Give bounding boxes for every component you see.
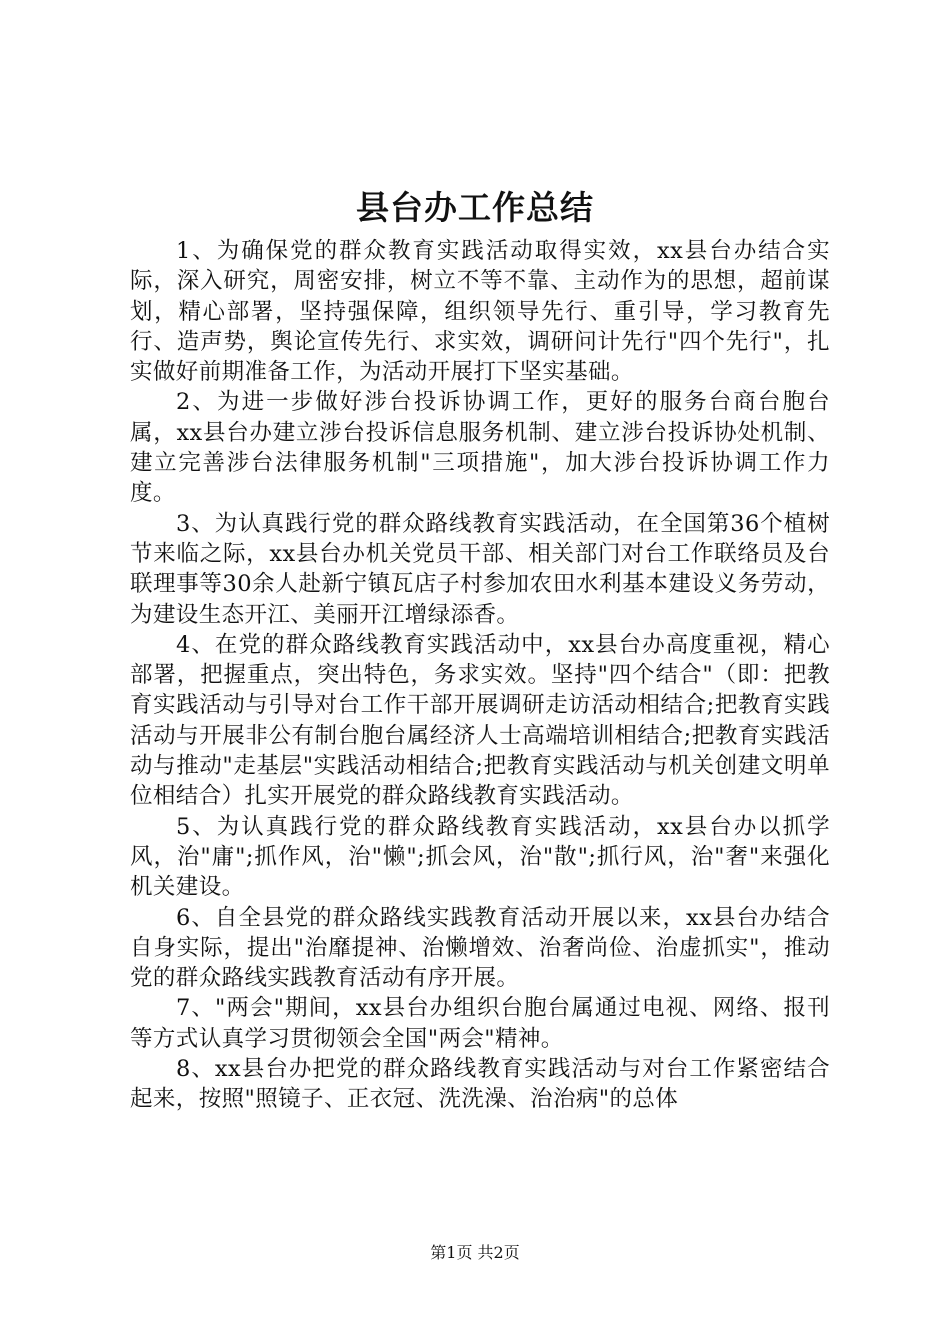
paragraph-3: 3、为认真践行党的群众路线教育实践活动，在全国第36个植树节来临之际，xx县台办机关党员干部、相关部门对台工作联络员及台联理事等30余人赴新宁镇瓦店子村参加农田水利基本建设义务劳动，为建设生态开江、美丽开江增绿添香。 [130, 510, 830, 628]
page-footer: 第1页 共2页 [430, 1243, 520, 1262]
paragraph-1: 1、为确保党的群众教育实践活动取得实效，xx县台办结合实际，深入研究，周密安排，树立不等不靠、主动作为的思想，超前谋划，精心部署，坚持强保障，组织领导先行、重引导，学习教育先行、造声势，舆论宣传先行、求实效，调研问计先行"四个先行"，扎实做好前期准备工作，为活动开展打下坚实基础。 [130, 238, 830, 386]
paragraph-5: 5、为认真践行党的群众路线教育实践活动，xx县台办以抓学风，治"庸";抓作风，治"懒";抓会风，治"散";抓行风，治"奢"来强化机关建设。 [130, 813, 830, 901]
paragraph-4: 4、在党的群众路线教育实践活动中，xx县台办高度重视，精心部署，把握重点，突出特色，务求实效。坚持"四个结合"（即：把教育实践活动与引导对台工作干部开展调研走访活动相结合;把教育实践活动与开展非公有制台胞台属经济人士高端培训相结合;把教育实践活动与推动"走基层"实践活动相结合;把教育实践活动与机关创建文明单位相结合）扎实开展党的群众路线教育实践活动。 [130, 631, 830, 810]
document-title: 县台办工作总结 [356, 188, 594, 227]
paragraph-7: 7、"两会"期间，xx县台办组织台胞台属通过电视、网络、报刊等方式认真学习贯彻领会全国"两会"精神。 [130, 995, 830, 1052]
paragraph-6: 6、自全县党的群众路线实践教育活动开展以来，xx县台办结合自身实际，提出"治靡提神、治懒增效、治奢尚俭、治虚抓实"，推动党的群众路线实践教育活动有序开展。 [130, 904, 830, 992]
paragraph-2: 2、为进一步做好涉台投诉协调工作，更好的服务台商台胞台属，xx县台办建立涉台投诉信息服务机制、建立涉台投诉协处机制、建立完善涉台法律服务机制"三项措施"，加大涉台投诉协调工作力度。 [130, 389, 830, 507]
paragraph-8: 8、xx县台办把党的群众路线教育实践活动与对台工作紧密结合起来，按照"照镜子、正衣冠、洗洗澡、治治病"的总体 [130, 1056, 830, 1113]
document-body [130, 236, 830, 1115]
